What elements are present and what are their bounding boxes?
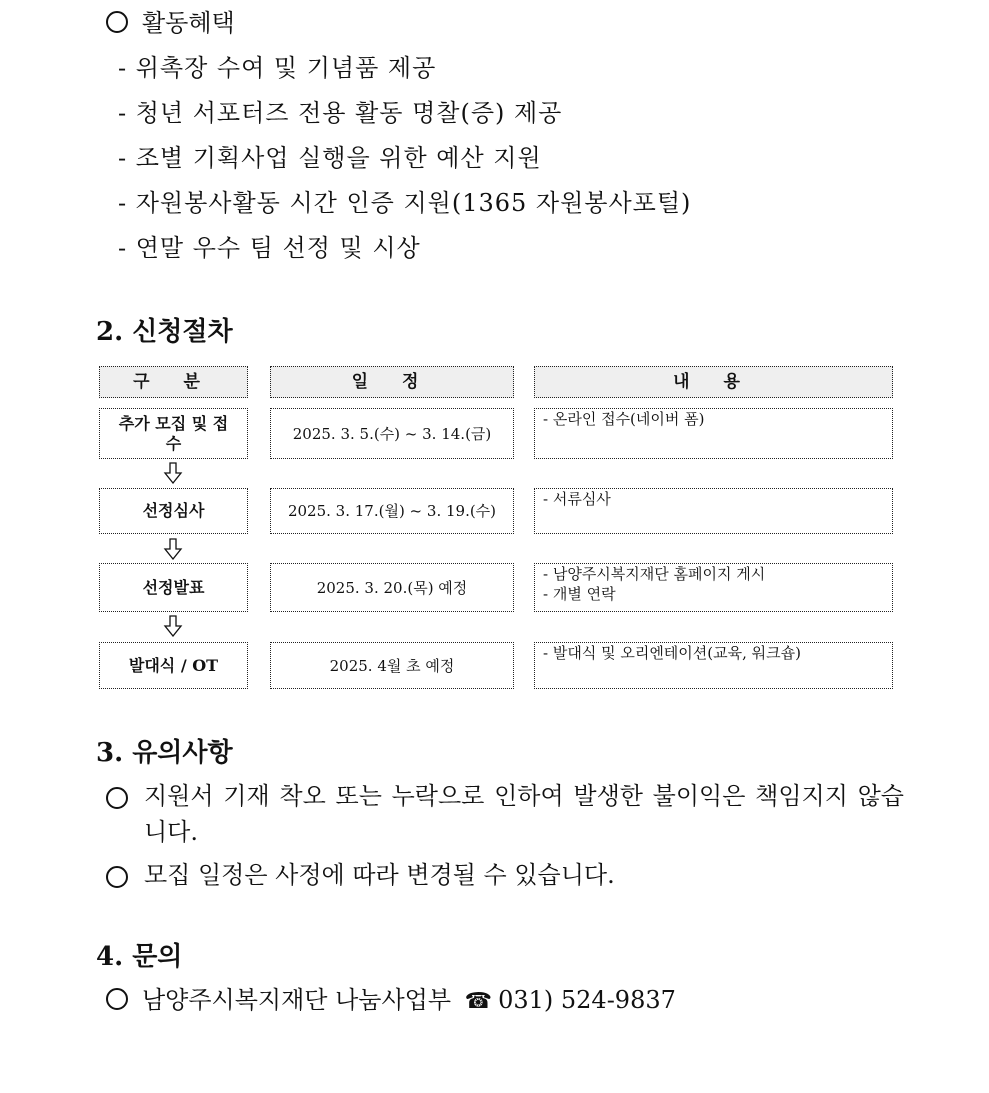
stage-cell: 발대식 / OT <box>99 642 248 689</box>
date-cell: 2025. 3. 5.(수) ~ 3. 14.(금) <box>270 408 514 459</box>
benefits-title: 활동혜택 <box>142 9 235 37</box>
circle-bullet-icon <box>106 988 128 1010</box>
table-header-schedule: 일 정 <box>270 366 514 398</box>
date-cell: 2025. 3. 20.(목) 예정 <box>270 563 514 612</box>
date-cell: 2025. 4월 초 예정 <box>270 642 514 689</box>
circle-bullet-icon <box>106 866 128 888</box>
circle-bullet-icon <box>106 787 128 809</box>
down-arrow-icon <box>163 615 183 637</box>
stage-label: 추가 모집 및 접수 <box>118 413 229 453</box>
note-item: 모집 일정은 사정에 따라 변경될 수 있습니다. <box>144 861 615 889</box>
note-item: 지원서 기재 착오 또는 누락으로 인하여 발생한 불이익은 책임지지 않습니다. <box>144 782 904 846</box>
contact-heading: 4. 문의 <box>96 942 183 972</box>
table-header-category: 구 분 <box>99 366 248 398</box>
stage-cell: 선정발표 <box>99 563 248 612</box>
benefit-item: - 자원봉사활동 시간 인증 지원(1365 자원봉사포털) <box>118 189 692 217</box>
circle-bullet-icon <box>106 11 128 33</box>
procedure-heading: 2. 신청절차 <box>96 317 233 347</box>
content-cell <box>534 408 893 459</box>
content-cell <box>534 488 893 534</box>
content-cell <box>534 642 893 689</box>
content-line: - 발대식 및 오리엔테이션(교육, 워크숍) <box>543 644 801 662</box>
benefits-title-line <box>106 8 235 38</box>
notes-heading: 3. 유의사항 <box>96 738 233 768</box>
stage-cell: 선정심사 <box>99 488 248 534</box>
table-header-content: 내 용 <box>534 366 893 398</box>
stage-cell <box>99 408 248 459</box>
benefit-item: - 연말 우수 팀 선정 및 시상 <box>118 234 421 262</box>
contact-org: 남양주시복지재단 나눔사업부 <box>142 986 452 1014</box>
benefit-item: - 위촉장 수여 및 기념품 제공 <box>118 54 437 82</box>
benefit-item: - 조별 기획사업 실행을 위한 예산 지원 <box>118 144 542 172</box>
down-arrow-icon <box>163 462 183 484</box>
down-arrow-icon <box>163 538 183 560</box>
date-cell: 2025. 3. 17.(월) ~ 3. 19.(수) <box>270 488 514 534</box>
contact-line <box>106 985 676 1017</box>
telephone-icon: ☎ <box>464 989 493 1014</box>
content-line: - 남양주시복지재단 홈페이지 게시 <box>543 565 766 583</box>
content-line: - 서류심사 <box>543 490 611 508</box>
content-line: - 온라인 접수(네이버 폼) <box>543 410 705 428</box>
content-cell <box>534 563 893 612</box>
contact-phone: 031) 524-9837 <box>498 986 676 1014</box>
benefit-item: - 청년 서포터즈 전용 활동 명찰(증) 제공 <box>118 99 563 127</box>
content-line: - 개별 연락 <box>543 585 616 603</box>
